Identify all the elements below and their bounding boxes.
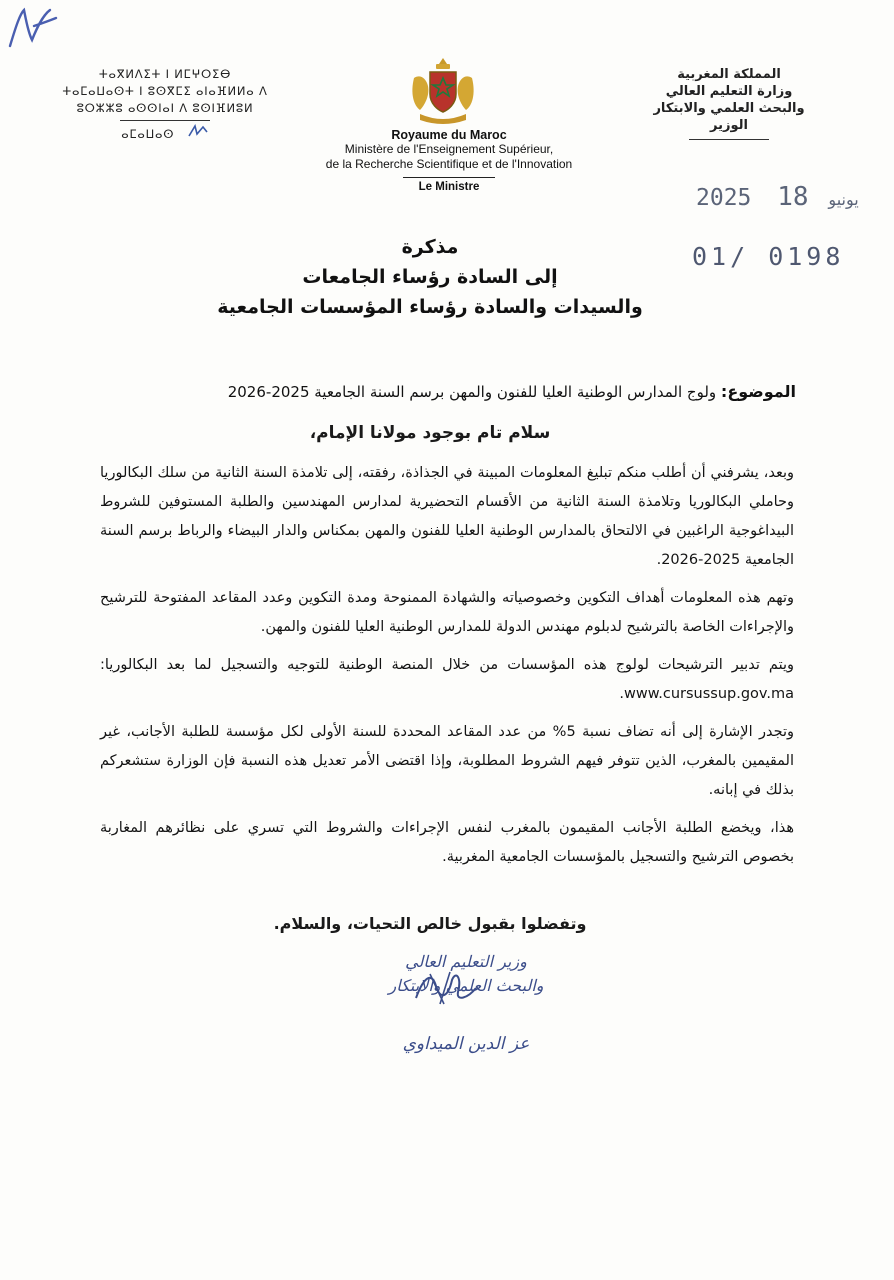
handwritten-scribble (6, 6, 60, 50)
paragraph: وتهم هذه المعلومات أهداف التكوين وخصوصياته والشهادة الممنوحة ومدة التكوين وعدد المقاعد المفتوحة للترشيح والإجراءات الخاصة بالترشيح لدبلوم مهندس الدولة للمدارس الوطنية العليا للفنون والمهن. (100, 590, 794, 635)
subject-label: الموضوع: (720, 382, 796, 401)
memo-body (100, 459, 794, 881)
signatory-title-line1: وزير التعليم العالي (405, 952, 527, 971)
tifinagh-header (40, 66, 290, 143)
header-divider (403, 177, 495, 178)
tifinagh-kingdom: ⵜⴰⴳⵍⴷⵉⵜ ⵏ ⵍⵎⵖⵔⵉⴱ (98, 67, 232, 81)
paragraph: هذا، ويخضع الطلبة الأجانب المقيمون بالمغرب لنفس الإجراءات والشروط التي تسري على نظائرهم المغاربة بخصوص الترشيح والتسجيل بالمؤسسات الجامعية المغربية. (100, 820, 794, 865)
signatory-name: عز الدين الميداوي (402, 1034, 530, 1054)
ministry-name-fr-line1: Ministère de l'Enseignement Supérieur, (344, 142, 554, 156)
recipients-line1: إلى السادة رؤساء الجامعات (302, 266, 558, 288)
stamp-month: يونيو (828, 190, 859, 209)
subject-text: ولوج المدارس الوطنية العليا للفنون والمهن برسم السنة الجامعية 2025-2026 (227, 383, 717, 401)
kingdom-name-ar: المملكة المغربية (677, 67, 781, 82)
memo-title: مذكرة (401, 236, 459, 258)
tifinagh-role: ⴰⵎⴰⵡⴰⵙ (121, 127, 175, 141)
french-header (288, 128, 610, 193)
ministry-name-ar-line2: والبحث العلمي والابتكار (653, 101, 805, 116)
ministry-name-fr-line2: de la Recherche Scientifique et de l'Innovation (325, 157, 573, 171)
paragraph: ويتم تدبير الترشيحات لولوج هذه المؤسسات من خلال المنصة الوطنية للتوجيه والتسجيل لما بعد البكالوريا: www.cursussup.gov.ma. (100, 657, 794, 702)
reference-stamp: 01/ 0198 (692, 242, 845, 271)
coat-of-arms-icon (406, 56, 480, 126)
tifinagh-divider (120, 120, 210, 121)
date-stamp (696, 182, 859, 212)
recipients-line2: والسيدات والسادة رؤساء المؤسسات الجامعية (217, 296, 643, 318)
stamp-day: 18 (777, 182, 809, 212)
role-fr: Le Ministre (418, 181, 480, 193)
arabic-header (624, 66, 834, 140)
closing-line: وتفضلوا بقبول خالص التحيات، والسلام. (273, 914, 587, 933)
role-ar: الوزير (710, 118, 748, 133)
stamp-year: 2025 (696, 185, 752, 211)
tifinagh-ministry-line2: ⵓⵔⵣⵣⵓ ⴰⵙⵙⵏⴰⵏ ⴷ ⵓⵙⵏⴼⵍⵓⵍ (76, 101, 254, 115)
subject-line (116, 382, 796, 401)
kingdom-name-fr: Royaume du Maroc (391, 128, 507, 142)
initials-mark (187, 124, 209, 143)
signatory-title-line2: والبحث العلمي والابتكار (388, 976, 544, 995)
arabic-header-divider (689, 139, 769, 140)
paragraph: وبعد، يشرفني أن أطلب منكم تبليغ المعلومات المبينة في الجذاذة، رفقته، إلى تلامذة السنة الثانية من سلك البكالوريا وحاملي البكالوريا وتلامذة السنة الثانية من الأقسام التحضيرية لمدارس المهندسين والطلبة المستوفين للشروط البيداغوجية الراغبين في الالتحاق بالمدارس الوطنية العليا للفنون والمهن بمكناس والدار البيضاء والرباط برسم السنة الجامعية 2025-2026. (100, 465, 794, 568)
ministry-name-ar-line1: وزارة التعليم العالي (665, 84, 793, 99)
paragraph: وتجدر الإشارة إلى أنه تضاف نسبة 5% من عدد المقاعد المحددة للسنة الأولى لكل مؤسسة للطلبة الأجانب، غير المقيمين بالمغرب، الذين تتوفر فيهم الشروط المطلوبة، وإذا اقتضى الأمر تعديل هذه النسبة فإن الوزارة ستشعركم بذلك في إبانه. (100, 724, 794, 798)
greeting: سلام تام بوجود مولانا الإمام، (309, 423, 551, 443)
signature-scribble (410, 968, 480, 1008)
tifinagh-ministry-line1: ⵜⴰⵎⴰⵡⴰⵙⵜ ⵏ ⵓⵙⴳⵎⵉ ⴰⵏⴰⴼⵍⵍⴰ ⴷ (62, 84, 268, 98)
memo-heading (150, 232, 710, 322)
